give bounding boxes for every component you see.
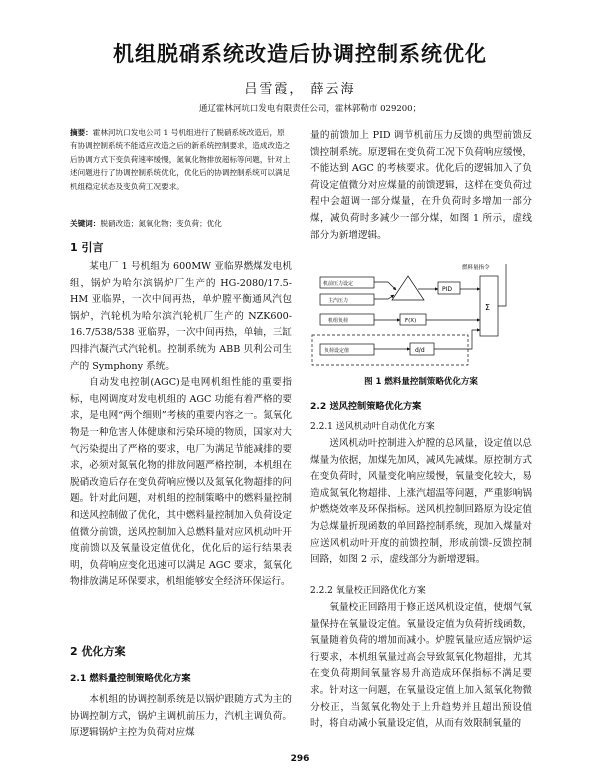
left-column-2-1	[70, 692, 292, 742]
abstract-label: 摘要：	[70, 128, 93, 137]
section-2-2-1-heading: 2.2.1 送风机动叶自动优化方案	[310, 422, 435, 432]
figure-1-diagram	[310, 262, 532, 370]
section-1-heading: 1 引言	[70, 241, 104, 254]
section-2-1-heading: 2.1 燃料量控制策略优化方案	[70, 673, 191, 684]
authors: 吕雪霞， 薛云海	[244, 82, 356, 97]
fig-arrow-9	[498, 271, 506, 306]
intro-paragraph-1: 某电厂 1 号机组为 600MW 亚临界燃煤发电机组，锅炉为哈尔滨锅炉厂生产的 HG-2080/17.5-HM 亚临界，一次中间再热，单炉膛平衡通风汽包锅炉，汽轮机为哈尔滨汽轮机厂生产的 NZK600-16.7/538/538 亚临界，一次中间再热，单轴，三缸四排汽凝汽式汽轮机。控制系统为 ABB 贝利公司生产的 Symphony 系统。	[70, 261, 292, 372]
keywords-text: 脱硝改造；氮氧化物；变负荷；优化	[100, 219, 222, 228]
right-column-2-2-1	[310, 436, 532, 569]
figure-1-caption: 图 1 燃料量控制策略优化方案	[364, 377, 478, 387]
section-2-2-2-heading: 2.2.2 氧量校正回路优化方案	[310, 586, 426, 596]
abstract	[70, 126, 292, 193]
fig-text-load: 机组负荷	[328, 318, 349, 324]
intro-paragraph-2: 自动发电控制(AGC)是电网机组性能的重要指标，电网调度对发电机组的 AGC 功能有着严格的要求，是电网“两个细则”考核的重要内容之一。氮氧化物是一种危害人体健康和污染环境的物质，国家对大气污染提出了严格的要求，电厂为满足节能减排的要求，必须对氮氧化物的排放问题严格控制，本机组在脱硝改造后存在变负荷响应慢以及氮氧化物超排的问题。针对此问题，对机组的控制策略中的燃料量控制和送风控制做了优化，其中燃料量控制加入负荷设定值微分前馈，送风控制加入总燃料量对应风机动叶开度前馈以及氧量设定值优化，优化后的运行结果表明，负荷响应变化迅速可以满足 AGC 要求，氮氧化物排放满足环保要求，机组能够安全经济环保运行。	[70, 377, 292, 588]
fig-text-pressure-set: 机前压力设定	[323, 281, 354, 287]
fig-text-sum: Σ	[485, 303, 491, 312]
fig-text-main-steam: 主汽压力	[328, 298, 349, 304]
right-column-2-2-2	[310, 600, 532, 733]
section-2-heading: 2 优化方案	[70, 645, 126, 658]
section-2-2-1-paragraph: 送风机动叶控制进入炉膛的总风量，设定值以总煤量为依据，加煤先加风，减风先减煤。原控制方式在变负荷时，风量变化响应缓慢，氧量变化较大，易造成氮氧化物超排、上涨汽超温等问题，严重影响锅炉燃烧效率及环保指标。送风机控制回路原为设定值为总煤量折现函数的单回路控制系统，现加入煤量对应送风机动叶开度的前馈控制，形成前馈-反馈控制回路，如图 2 示，虚线部分为新增逻辑。	[310, 438, 532, 566]
left-column-intro	[70, 259, 292, 591]
keywords	[70, 218, 292, 230]
fig-arrow-1	[374, 282, 396, 290]
fig-arrow-8	[434, 330, 480, 349]
paper-title: 机组脱硝系统改造后协调控制系统优化	[113, 42, 487, 66]
fig-text-fx: F(X)	[405, 318, 417, 324]
right-column-top	[310, 128, 532, 244]
section-2-2-2-paragraph: 氧量校正回路用于修正送风机设定值，使烟气氧量保持在氧量设定值。氧量设定值为负荷折线函数，氧量随着负荷的增加而减小。炉膛氧量应适应锅炉运行要求，本机组氧量过高会导致氮氧化物超排，尤其在变负荷期间氧量容易升高造成环保指标不满足要求。针对这一问题，在氧量设定值上加入氮氧化物微分校正，当氮氧化物处于上升趋势并且超出预设值时，将自动减小氧量设定值，从而有效限制氧量的	[310, 602, 532, 730]
keywords-label: 关键词：	[70, 219, 101, 228]
fuel-strategy-paragraph: 量的前馈加上 PID 调节机前压力反馈的典型前馈反馈控制系统。原逻辑在变负荷工况下负荷响应缓慢，不能达到 AGC 的考核要求。优化后的逻辑加入了负荷设定值微分对应煤量的前馈逻辑，这样在变负荷过程中会超调一部分煤量，在升负荷时多增加一部分煤，减负荷时多减少一部分煤，如图 1 所示，虚线部分为新增逻辑。	[310, 130, 532, 241]
affiliation: 通辽霍林河坑口发电有限责任公司，霍林郭勒市 029200；	[198, 104, 422, 114]
section-2-2-heading: 2.2 送风控制策略优化方案	[310, 401, 422, 412]
abstract-text: 霍林河坑口发电公司 1 号机组进行了脱硝系统改造后，原有协调控制系统不能适应改造之后的新系统控制要求，造成改造之后协调方式下变负荷速率缓慢，氮氧化物排放超标等问题，针对上述问题进行了协调控制系统优化，优化后的协调控制系统可以满足机组稳定状态及变负荷工况要求。	[70, 128, 291, 191]
page-number: 296	[290, 754, 310, 764]
fig-text-ddt: d/d	[415, 347, 425, 354]
fig-arrow-2	[374, 295, 394, 299]
fig-text-pid: PID	[442, 286, 453, 293]
section-2-1-paragraph: 本机组的协调控制系统是以锅炉跟随方式为主的协调控制方式，锅炉主调机前压力，汽机主调负荷。原逻辑锅炉主控为负荷对应煤	[70, 694, 292, 739]
fig-label-top: 燃料量指令	[462, 265, 490, 271]
fig-text-load-set: 负荷设定值	[324, 348, 350, 354]
fig-delta-block	[392, 276, 424, 300]
